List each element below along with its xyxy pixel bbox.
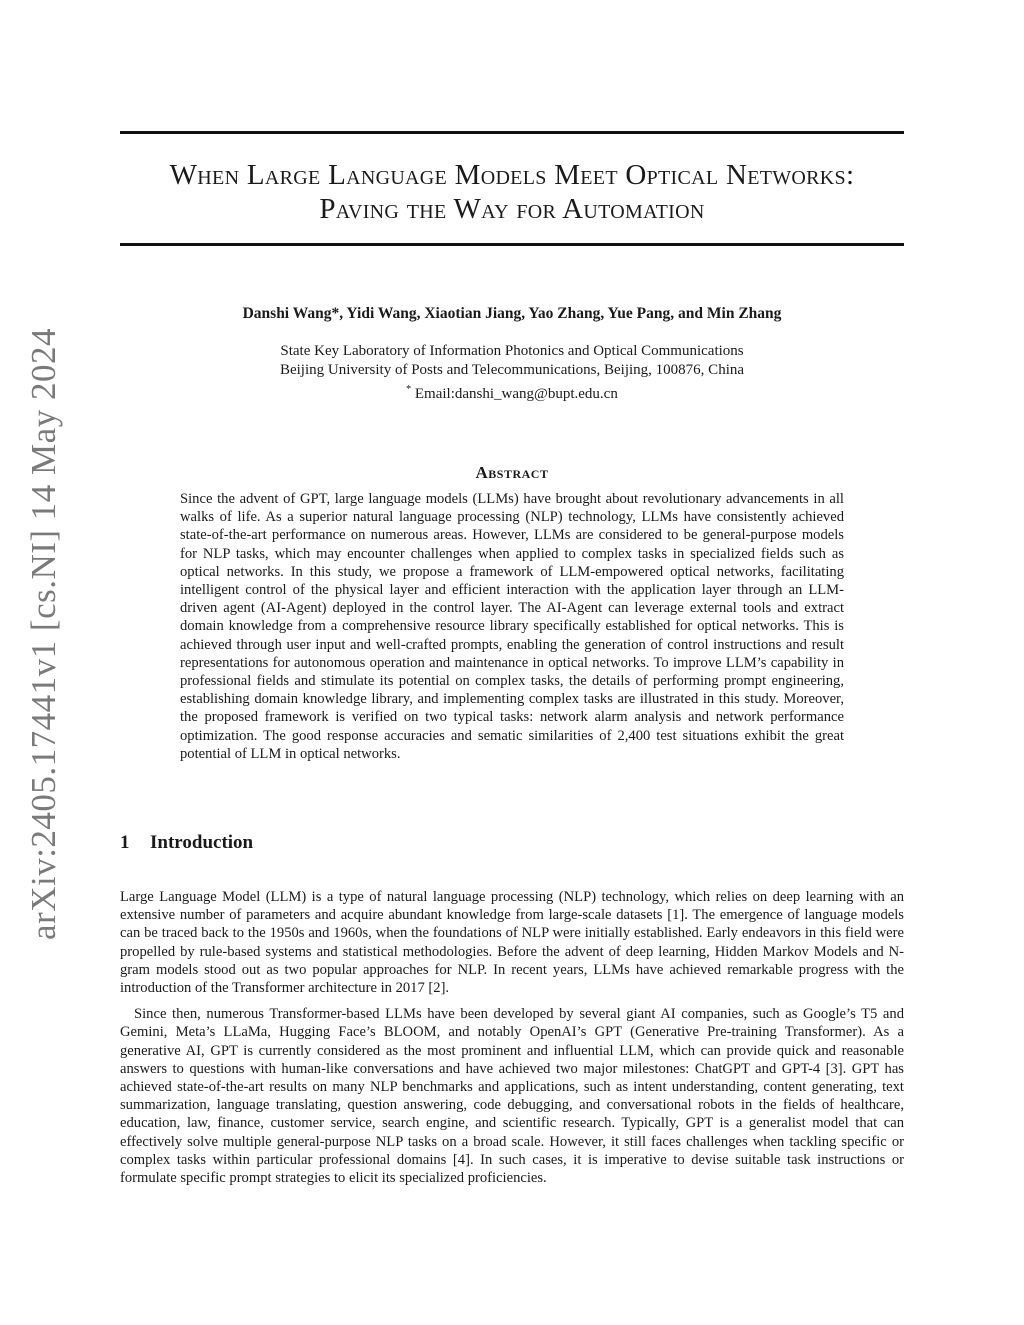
abstract-text: Since the advent of GPT, large language models (LLMs) have brought about revolutionary advancements in all walks of life. As a superior natural language processing (NLP) technology, LLMs have consistently achieved state-of-the-art performance on numerous areas. However, LLMs are considered to be general-purpose models for NLP tasks, which may encounter challenges when applied to complex tasks in specialized fields such as optical networks. In this study, we propose a framework of LLM-empowered optical networks, facilitating intelligent control of the physical layer and efficient interaction with the application layer through an LLM-driven agent (AI-Agent) deployed in the control layer. The AI-Agent can leverage external tools and extract domain knowledge from a comprehensive resource library specifically established for optical networks. This is achieved through user input and well-crafted prompts, enabling the generation of control instructions and result representations for autonomous operation and maintenance in optical networks. To improve LLM’s capability in professional fields and stimulate its potential on complex tasks, the details of performing prompt engineering, establishing domain knowledge library, and implementing complex tasks are illustrated in this study. Moreover, the proposed framework is verified on two typical tasks: network alarm analysis and network performance optimization. The good response accuracies and sematic similarities of 2,400 test situations exhibit the great potential of LLM in optical networks. xyxy=(180,491,844,762)
author-list: Danshi Wang*, Yidi Wang, Xiaotian Jiang, Yao Zhang, Yue Pang, and Min Zhang xyxy=(242,305,782,322)
paragraph: Since then, numerous Transformer-based LLMs have been developed by several giant AI companies, such as Google’s T5 and Gemini, Meta’s LLaMa, Hugging Face’s BLOOM, and notably OpenAI’s GPT (Generative Pre-training Transformer). As a generative AI, GPT is currently considered as the most prominent and influential LLM, which can provide quick and reasonable answers to questions with human-like conversations and have achieved two major milestones: ChatGPT and GPT-4 [3]. GPT has achieved state-of-the-art results on many NLP benchmarks and applications, such as intent understanding, content generating, text summarization, language translating, question answering, code debugging, and conversational robots in the fields of healthcare, education, law, finance, customer service, search engine, and scientific research. Typically, GPT is a generalist model that can effectively solve multiple general-purpose NLP tasks on a broad scale. However, it still faces challenges when tackling specific or complex tasks within particular professional domains [4]. In such cases, it is imperative to devise suitable task instructions or formulate specific prompt strategies to elicit its specialized proficiencies. xyxy=(120,1006,904,1187)
section-heading-introduction xyxy=(120,832,253,854)
title-rule-bottom xyxy=(120,243,904,246)
paragraph: Large Language Model (LLM) is a type of natural language processing (NLP) technology, which relies on deep learning with an extensive number of parameters and acquire abundant knowledge from large-scale datasets [1]. The emergence of language models can be traced back to the 1950s and 1960s, when the foundations of NLP were initially established. Early endeavors in this field were propelled by rule-based systems and statistical methodologies. Before the advent of deep learning, Hidden Markov Models and N-gram models stood out as two popular approaches for NLP. In recent years, LLMs have achieved remarkable progress with the introduction of the Transformer architecture in 2017 [2]. xyxy=(120,889,904,997)
paper-title-line-1: When Large Language Models Meet Optical Networks: xyxy=(169,159,855,191)
introduction-body xyxy=(120,888,904,1195)
paper-title-line-2: Paving the Way for Automation xyxy=(319,193,705,225)
affiliation-university: Beijing University of Posts and Telecommunications, Beijing, 100876, China xyxy=(279,362,745,378)
section-title: Introduction xyxy=(150,832,254,853)
affiliation-lab: State Key Laboratory of Information Photonics and Optical Communications xyxy=(280,343,744,359)
title-rule-top xyxy=(120,131,904,134)
paper-title xyxy=(100,158,924,226)
email-address: Email:danshi_wang@bupt.edu.cn xyxy=(411,386,618,402)
arxiv-identifier-stamp: arXiv:2405.17441v1 [cs.NI] 14 May 2024 xyxy=(24,328,63,940)
affiliation-email-line xyxy=(100,380,924,404)
email-marker: * xyxy=(406,384,412,395)
abstract-heading: Abstract xyxy=(475,463,549,482)
section-number: 1 xyxy=(120,832,130,853)
affiliation-block xyxy=(100,342,924,404)
